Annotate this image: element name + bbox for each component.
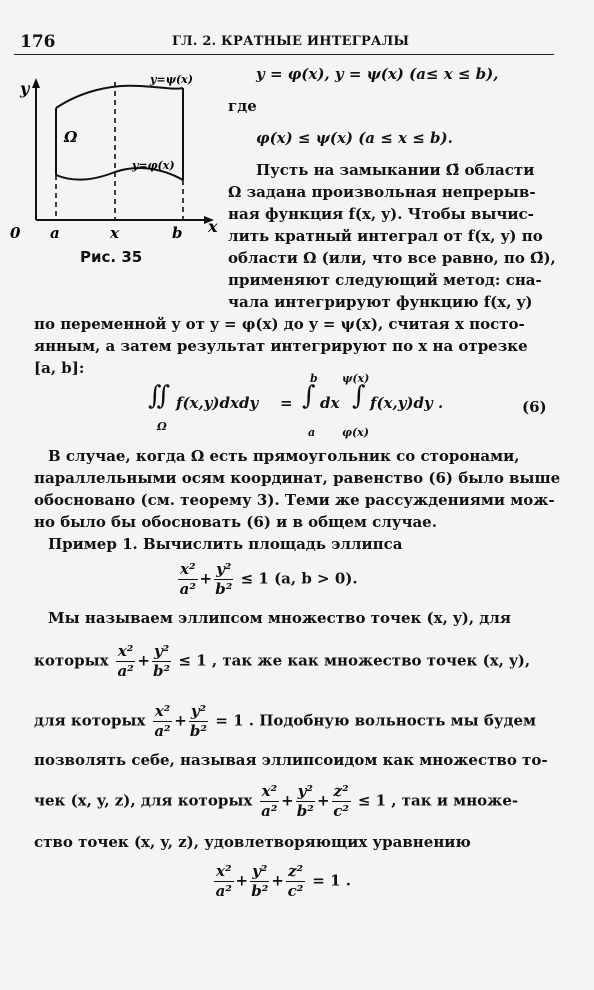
equals-sign: = <box>280 394 293 412</box>
b-label: b <box>172 224 183 242</box>
origin-label: 0 <box>10 224 21 242</box>
text-line: В случае, когда Ω есть прямоугольник со сторонами, <box>48 447 520 465</box>
text-line: Ω задана произвольная непрерыв- <box>228 183 536 201</box>
text-line-with-fractions: для которых $\frac{\text{x²}}{\text{a²}}$ + $\frac{\text{y²}}{\text{b²}}$ = 1 . Подобную вольность мы будем <box>34 702 537 740</box>
text-line-with-fractions: чек (x, y, z), для которых $\frac{\text{x²}}{\text{a²}}$ + $\frac{\text{y²}}{\text{b²}}$ + $\frac{\text{z²}}{\text{c²}}$ ≤ 1 , так и множе- <box>34 782 519 820</box>
dx: dx <box>320 394 340 412</box>
figure-caption: Рис. 35 <box>80 248 143 266</box>
upper-limit-psi: ψ(x) <box>342 372 370 385</box>
integral-region: Ω <box>157 420 167 433</box>
running-title: ГЛ. 2. КРАТНЫЕ ИНТЕГРАЛЫ <box>172 34 410 49</box>
example-heading: Пример 1. Вычислить площадь эллипса <box>48 535 403 553</box>
text-line: ство точек (x, y, z), удовлетворяющих уравнению <box>34 833 471 851</box>
y-axis-label: y <box>20 79 30 98</box>
text-line: где <box>228 97 257 115</box>
text-line: чала интегрируют функцию f(x, y) <box>228 293 533 311</box>
integrand-lhs: f(x,y)dxdy <box>176 394 259 412</box>
text-line: Мы называем эллипсом множество точек (x, y), для <box>48 609 511 627</box>
text-line: по переменной y от y = φ(x) до y = ψ(x), считая x посто- <box>34 315 525 333</box>
figure-35 <box>10 70 220 245</box>
text-line: параллельными осям координат, равенство (6) было выше <box>34 469 561 487</box>
fraction-y2-b2: $\frac{\text{y²}}{\text{b²}}$ <box>215 560 233 598</box>
lower-limit-a: a <box>308 426 316 439</box>
text-line: применяют следующий метод: сна- <box>228 271 542 289</box>
lower-limit-phi: φ(x) <box>342 426 369 439</box>
a-label: a <box>50 224 60 242</box>
fraction-x2-a2: $\frac{\text{x²}}{\text{a²}}$ <box>179 560 196 598</box>
x-mid-label: x <box>110 224 119 242</box>
text-line: янным, а затем результат интегрируют по x на отрезке <box>34 337 528 355</box>
text-line-with-fractions: которых $\frac{\text{x²}}{\text{a²}}$ + $\frac{\text{y²}}{\text{b²}}$ ≤ 1 , так же как множество точек (x, y), <box>34 642 531 680</box>
lower-curve-label: y=φ(x) <box>132 159 175 172</box>
running-header <box>14 30 554 55</box>
double-integral-symbol: ∬ <box>148 381 171 411</box>
text-line: Пусть на замыкании Ω̄ области <box>256 161 535 179</box>
text-line: [a, b]: <box>34 359 85 377</box>
page-number: 176 <box>20 32 56 52</box>
x-axis-label: x <box>208 217 218 236</box>
integrand-rhs: f(x,y)dy . <box>370 394 444 412</box>
upper-curve-label: y=ψ(x) <box>150 73 193 86</box>
omega-label: Ω <box>64 128 78 146</box>
curves-definition: y = φ(x), y = ψ(x) (a≤ x ≤ b), <box>256 65 499 83</box>
text-line: области Ω (или, что все равно, по Ω̄), <box>228 249 556 267</box>
integral-symbol: ∫ <box>352 381 366 411</box>
ellipse-inequality: $\frac{\text{x²}}{\text{a²}}$ + $\frac{\text{y²}}{\text{b²}}$ ≤ 1 (a, b > 0). <box>179 560 358 598</box>
text-line: лить кратный интеграл от f(x, y) по <box>228 227 543 245</box>
text-line: обосновано (см. теорему 3). Теми же рассуждениями мож- <box>34 491 555 509</box>
upper-limit-b: b <box>310 372 318 385</box>
text-line: ная функция f(x, y). Чтобы вычис- <box>228 205 534 223</box>
text-line: но было бы обосновать (6) и в общем случае. <box>34 513 437 531</box>
ellipsoid-equation: $\frac{\text{x²}}{\text{a²}}$ + $\frac{\text{y²}}{\text{b²}}$ + $\frac{\text{z²}}{\text{c²}}$ = 1 . <box>215 862 351 900</box>
text-line: позволять себе, называя эллипсоидом как множество то- <box>34 751 548 769</box>
curves-inequality: φ(x) ≤ ψ(x) (a ≤ x ≤ b). <box>256 129 453 147</box>
integral-symbol: ∫ <box>302 381 316 411</box>
equation-number: (6) <box>522 398 547 416</box>
